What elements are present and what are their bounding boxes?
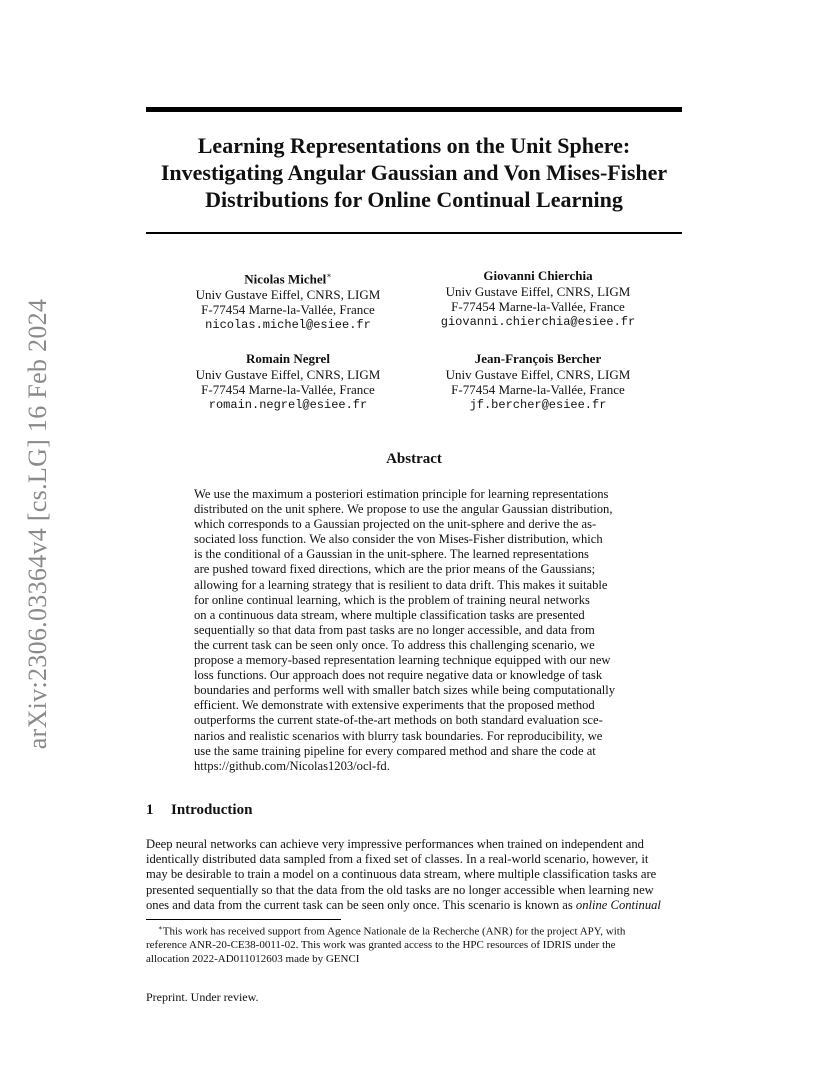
intro-line: ones and data from the current task can be seen only once. This scenario is known as online Continual: [146, 897, 661, 912]
abstract-line: propose a memory-based representation learning technique equipped with our new: [194, 653, 611, 668]
abstract-line: use the same training pipeline for every compared method and share the code at: [194, 743, 596, 758]
author-address: F-77454 Marne-la-Vallée, France: [451, 382, 625, 397]
code-link[interactable]: https://github.com/Nicolas1203/ocl-fd.: [194, 758, 390, 773]
title-line: Investigating Angular Gaussian and Von Mises-Fisher: [160, 160, 668, 185]
author-address: F-77454 Marne-la-Vallée, France: [451, 299, 625, 314]
author-block: [428, 268, 648, 330]
abstract-line: which corresponds to a Gaussian projected on the unit-sphere and derive the as-: [194, 517, 597, 532]
intro-line: Deep neural networks can achieve very impressive performances when trained on independent and: [146, 837, 644, 851]
intro-line: may be desirable to train a model on a continuous data stream, where multiple classification tasks are: [146, 867, 657, 882]
section-heading: [146, 802, 252, 819]
author-block: [178, 268, 398, 333]
introduction-text: [146, 837, 686, 913]
emphasis-term: online Continual: [575, 897, 661, 912]
author-affiliation: Univ Gustave Eiffel, CNRS, LIGM: [195, 286, 381, 302]
title-line: Distributions for Online Continual Learning: [205, 187, 623, 212]
abstract-line: We use the maximum a posteriori estimation principle for learning representations: [194, 487, 609, 501]
author-affiliation: Univ Gustave Eiffel, CNRS, LIGM: [445, 366, 631, 382]
abstract-line: on a continuous data stream, where multiple classification tasks are presented: [194, 607, 585, 622]
author-affiliation: Univ Gustave Eiffel, CNRS, LIGM: [195, 366, 381, 382]
author-name: Nicolas Michel∗: [244, 271, 332, 287]
abstract-line: distributed on the unit sphere. We propose to use the angular Gaussian distribution,: [194, 502, 613, 517]
author-name: Romain Negrel: [246, 351, 330, 366]
abstract-line: outperforms the current state-of-the-art methods on both standard evaluation sce-: [194, 713, 603, 728]
abstract-line: are pushed toward fixed directions, which are the prior means of the Gaussians;: [194, 562, 596, 577]
author-address: F-77454 Marne-la-Vallée, France: [201, 382, 375, 397]
author-name: Giovanni Chierchia: [483, 268, 593, 283]
author-email[interactable]: giovanni.chierchia@esiee.fr: [440, 314, 636, 329]
footnote-marker: ∗: [158, 924, 163, 932]
preprint-footer: Preprint. Under review.: [146, 990, 259, 1004]
footnote-line: allocation 2022-AD011012603 made by GENCI: [146, 952, 360, 965]
abstract-line: sociated loss function. We also consider the von Mises-Fisher distribution, which: [194, 532, 603, 547]
abstract-line: efficient. We demonstrate with extensive experiments that the proposed method: [194, 698, 595, 713]
paper-title: [146, 132, 682, 213]
author-name: Jean-François Bercher: [474, 351, 602, 366]
author-email[interactable]: jf.bercher@esiee.fr: [469, 397, 607, 412]
author-email[interactable]: nicolas.michel@esiee.fr: [205, 317, 371, 332]
footnote: [146, 922, 686, 966]
abstract-line: narios and realistic scenarios with blurry task boundaries. For reproducibility, we: [194, 728, 603, 743]
footnote-rule: [146, 919, 341, 920]
abstract-text: [194, 487, 634, 774]
abstract-line: the current task can be seen only once. To address this challenging scenario, we: [194, 637, 595, 652]
top-rule: [146, 107, 682, 112]
section-number: 1: [146, 802, 154, 818]
intro-line: identically distributed data sampled from a fixed set of classes. In a real-world scenario, however, it: [146, 852, 649, 867]
author-block: [428, 351, 648, 413]
author-block: [178, 351, 398, 413]
author-affiliation: Univ Gustave Eiffel, CNRS, LIGM: [445, 283, 631, 299]
footnote-line: reference ANR-20-CE38-0011-02. This work was granted access to the HPC resources of IDRIS under the: [146, 939, 616, 952]
section-title: Introduction: [171, 802, 253, 818]
abstract-line: for online continual learning, which is the problem of training neural networks: [194, 592, 590, 607]
abstract-heading: Abstract: [386, 451, 442, 467]
abstract-line: boundaries and performs well with smaller batch sizes while being computationally: [194, 683, 616, 698]
title-bottom-rule: [146, 232, 682, 234]
author-email[interactable]: romain.negrel@esiee.fr: [208, 397, 368, 412]
abstract-line: allowing for a learning strategy that is resilient to data drift. This makes it suitable: [194, 577, 608, 592]
abstract-line: sequentially so that data from past tasks are no longer accessible, and data from: [194, 622, 595, 637]
abstract-line: loss functions. Our approach does not require negative data or knowledge of task: [194, 668, 603, 683]
footnote-marker: ∗: [326, 271, 332, 280]
author-address: F-77454 Marne-la-Vallée, France: [201, 302, 375, 318]
intro-line: presented sequentially so that the data from the old tasks are no longer accessible when learning new: [146, 882, 654, 897]
footnote-line: ∗This work has received support from Agence Nationale de la Recherche (ANR) for the project APY, with: [158, 924, 626, 938]
abstract-line: is the conditional of a Gaussian in the unit-sphere. The learned representations: [194, 547, 589, 562]
title-line: Learning Representations on the Unit Sphere:: [197, 133, 631, 158]
